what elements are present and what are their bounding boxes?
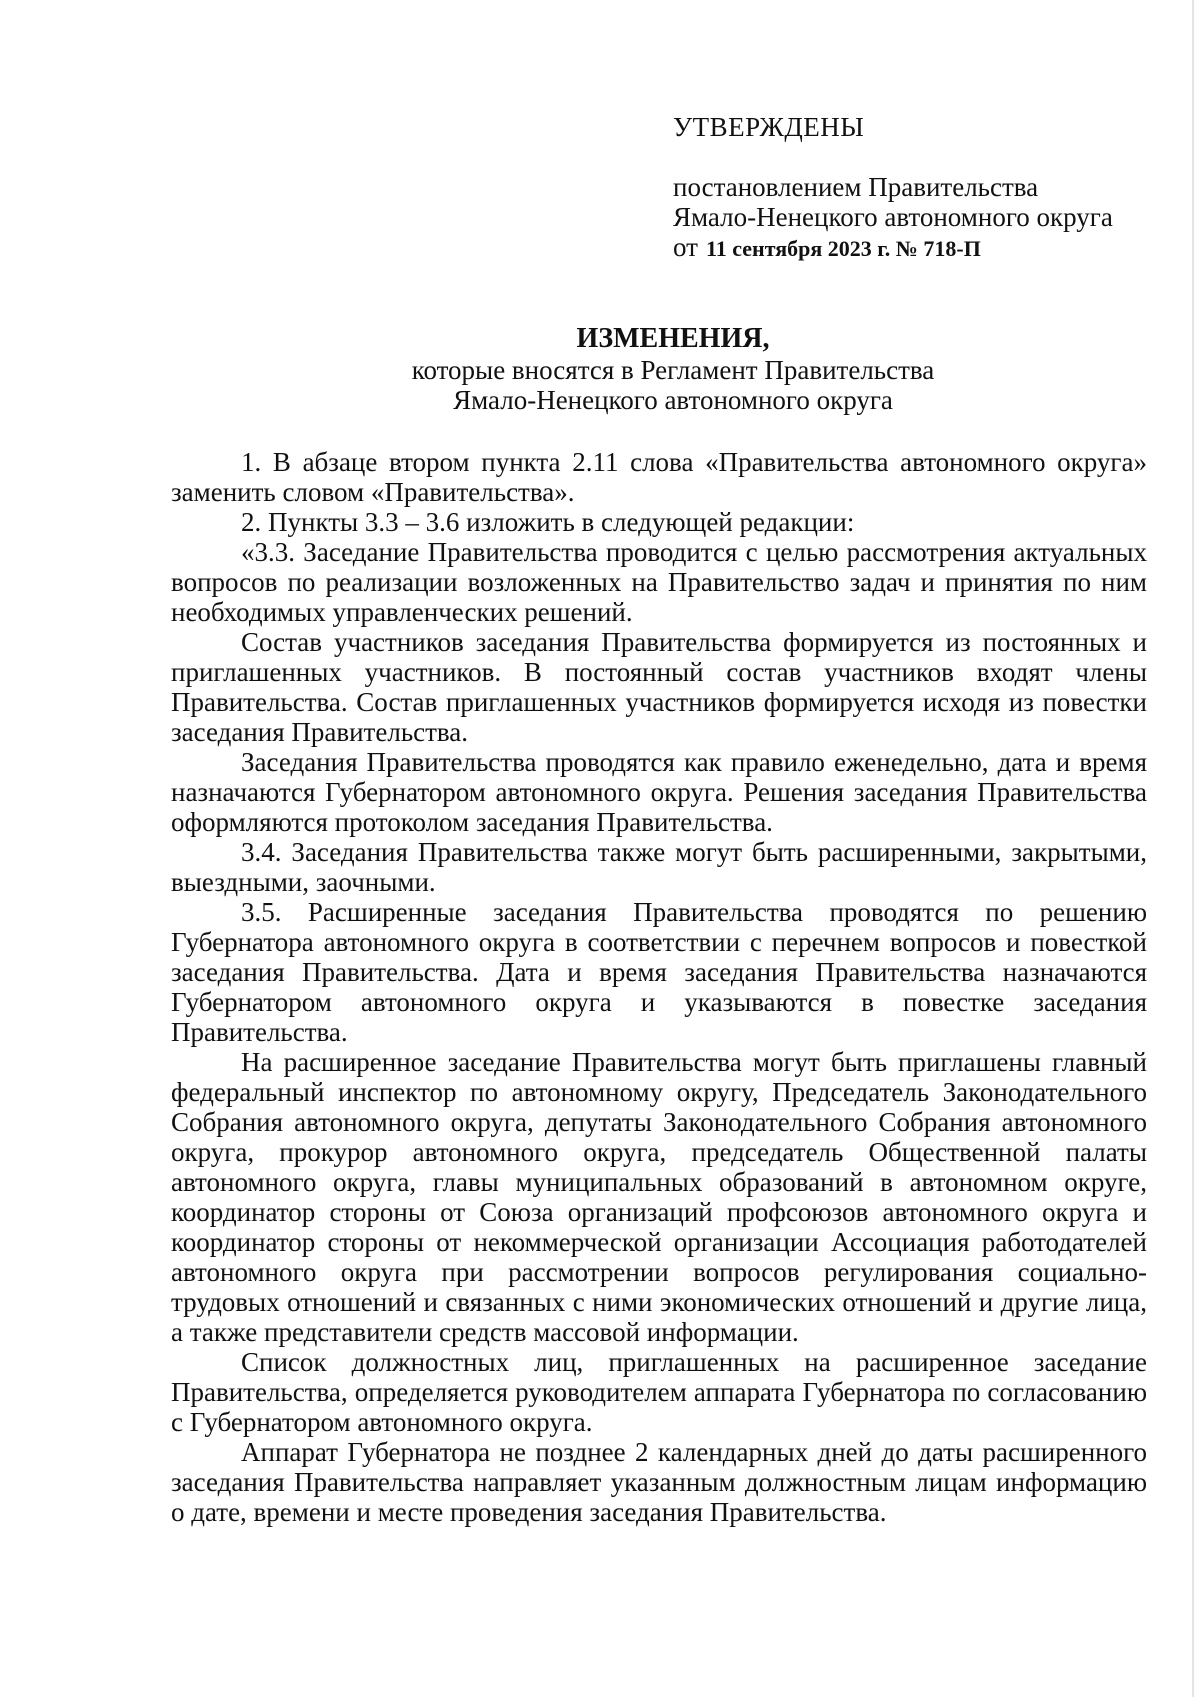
approval-block (673, 112, 1173, 264)
paragraph: Список должностных лиц, приглашенных на расширенное заседание Правительства, определяется руководителем аппарата Губернатора по согласованию с Губернатором автономного округа. (171, 1347, 1147, 1437)
paragraph: 2. Пункты 3.3 – 3.6 изложить в следующей редакции: (241, 507, 855, 537)
approval-stamp: УТВЕРЖДЕНЫ (673, 112, 865, 142)
paragraph: 3.4. Заседания Правительства также могут быть расширенными, закрытыми, выездными, заочными. (171, 837, 1147, 897)
approval-date-prefix: от (673, 232, 698, 262)
approval-date-value: 11 сентября 2023 г. № 718-П (705, 236, 981, 261)
approval-line-2: Ямало-Ненецкого автономного округа (673, 202, 1113, 232)
paragraph: 1. В абзаце втором пункта 2.11 слова «Правительства автономного округа» заменить словом «Правительства». (171, 447, 1147, 507)
page-edge-divider (1192, 0, 1194, 1697)
document-body (171, 447, 1147, 1527)
paragraph: На расширенное заседание Правительства могут быть приглашены главный федеральный инспектор по автономному округу, Председатель Законодательного Собрания автономного округа, депутаты Законодательного Собрания автономного округа, прокурор автономного округа, председатель Общественной палаты автономного округа, главы муниципальных образований в автономном округе, координатор стороны от Союза организаций профсоюзов автономного округа и координатор стороны от некоммерческой организации Ассоциация работодателей автономного округа при рассмотрении вопросов регулирования социально-трудовых отношений и связанных с ними экономических отношений и другие лица, а также представители средств массовой информации. (171, 1047, 1147, 1347)
document-subtitle-line-1: которые вносятся в Регламент Правительства (411, 355, 935, 385)
paragraph: 3.5. Расширенные заседания Правительства проводятся по решению Губернатора автономного округа в соответствии с перечнем вопросов и повесткой заседания Правительства. Дата и время заседания Правительства назначаются Губернатором автономного округа и указываются в повестке заседания Правительства. (171, 897, 1147, 1047)
document-title: ИЗМЕНЕНИЯ, (576, 323, 770, 354)
paragraph: Состав участников заседания Правительства формируется из постоянных и приглашенных участников. В постоянный состав участников входят члены Правительства. Состав приглашенных участников формируется исходя из повестки заседания Правительства. (171, 627, 1147, 747)
paragraph: Заседания Правительства проводятся как правило еженедельно, дата и время назначаются Губернатором автономного округа. Решения заседания Правительства оформляются протоколом заседания Правительства. (171, 747, 1147, 837)
approval-line-1: постановлением Правительства (673, 172, 1039, 202)
paragraph: «3.3. Заседание Правительства проводится с целью рассмотрения актуальных вопросов по реализации возложенных на Правительство задач и принятия по ним необходимых управленческих решений. (171, 537, 1147, 627)
document-subtitle-line-2: Ямало-Ненецкого автономного округа (453, 385, 893, 415)
paragraph: Аппарат Губернатора не позднее 2 календарных дней до даты расширенного заседания Правительства направляет указанным должностным лицам информацию о дате, времени и месте проведения заседания Правительства. (171, 1437, 1147, 1527)
approval-date-line (673, 232, 1173, 264)
document-heading (170, 324, 1176, 415)
